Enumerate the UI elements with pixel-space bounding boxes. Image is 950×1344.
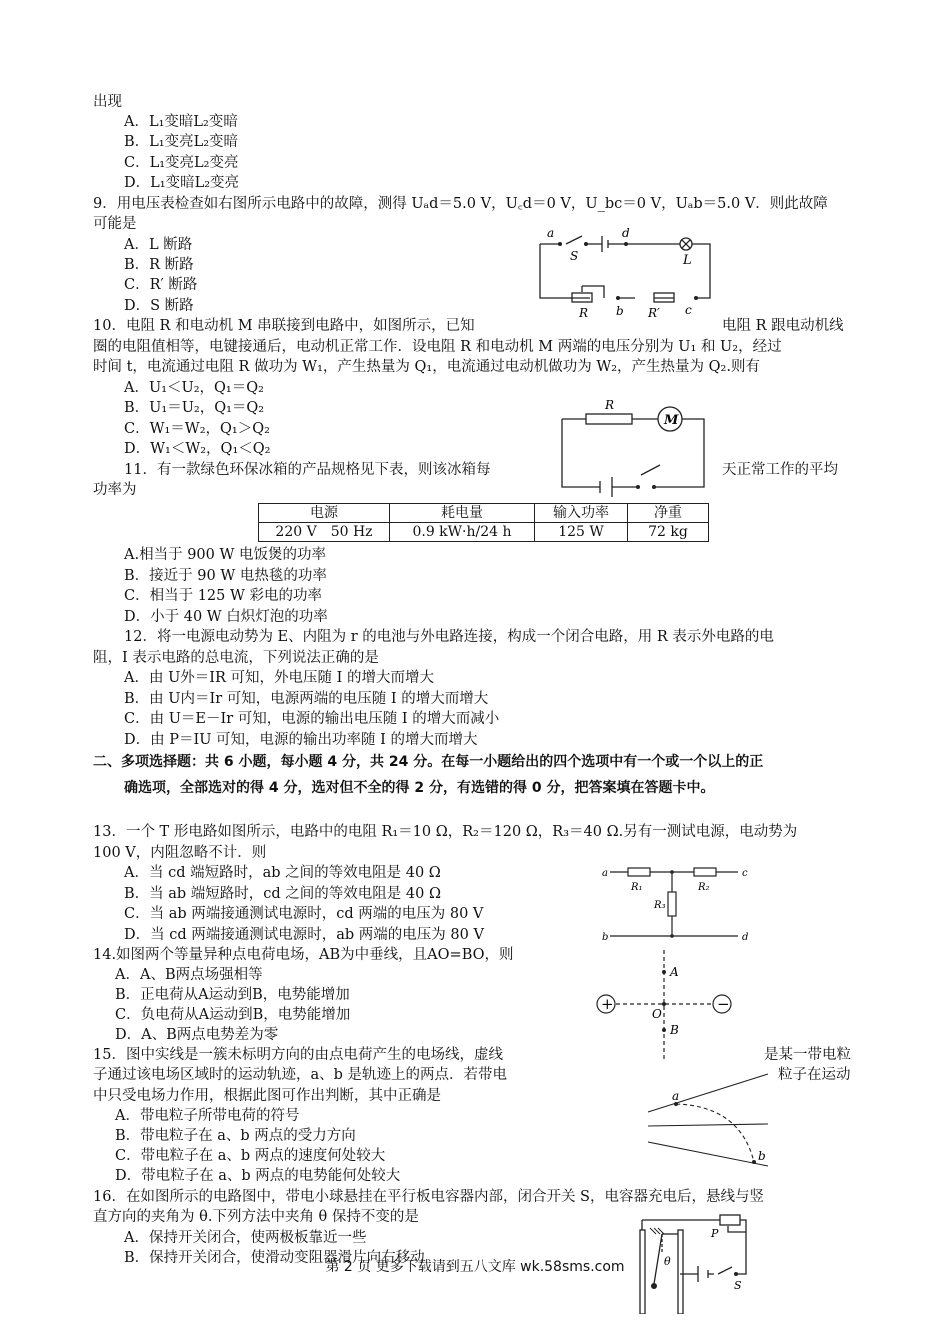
label-c: c <box>742 868 748 879</box>
text-line: 中只受电场力作用，根据此图可作出判断，其中正确是 <box>93 1088 441 1104</box>
text-line: 14.如图两个等量异种点电荷电场，AB为中垂线，且AO=BO，则 <box>93 947 514 963</box>
label-b: b <box>602 932 609 943</box>
label-R: R <box>605 398 615 412</box>
text-line: A．带电粒子所带电荷的符号 <box>115 1108 300 1124</box>
text-line: C．R′ 断路 <box>124 277 198 293</box>
text-line: 直方向的夹角为 θ.下列方法中夹角 θ 保持不变的是 <box>93 1209 419 1225</box>
table-header-row <box>259 504 709 523</box>
text-line: D．W₁＜W₂，Q₁＜Q₂ <box>124 441 271 457</box>
label-c: c <box>685 303 692 317</box>
label-a: a <box>602 868 608 879</box>
text-line: B．接近于 90 W 电热毯的功率 <box>124 568 327 584</box>
label-S: S <box>570 249 579 263</box>
text-line: A．由 U外＝IR 可知，外电压随 I 的增大而增大 <box>124 670 434 686</box>
text-line: B．保持开关闭合，使滑动变阻器滑片向右移动 <box>124 1250 425 1266</box>
text-line: 功率为 <box>93 482 137 498</box>
label-b: b <box>616 304 624 318</box>
table-header: 电源 <box>259 504 390 523</box>
text-line: 阻，I 表示电路的总电流，下列说法正确的是 <box>93 650 379 666</box>
text-line: 10．电阻 R 和电动机 M 串联接到电路中，如图所示，已知 <box>93 318 475 334</box>
text-line: D．A、B两点电势差为零 <box>115 1027 279 1043</box>
label-L: L <box>683 253 692 268</box>
table-cell: 220 V 50 Hz <box>259 523 390 542</box>
text-line: C．带电粒子在 a、b 两点的速度何处较大 <box>115 1148 386 1164</box>
label-A: A <box>670 965 679 979</box>
text-line: A.相当于 900 W 电饭煲的功率 <box>124 547 326 563</box>
table-header: 输入功率 <box>535 504 628 523</box>
text-line: C．负电荷从A运动到B，电势能增加 <box>115 1007 351 1023</box>
text-line: D．当 cd 两端接通测试电源时，ab 两端的电压为 80 V <box>124 927 484 943</box>
text-line: A．U₁＜U₂，Q₁＝Q₂ <box>124 380 264 396</box>
q13-t-circuit-diagram <box>598 860 758 944</box>
text-line: 可能是 <box>93 216 137 232</box>
text-line: B．由 U内＝Ir 可知，电源两端的电压随 I 的增大而增大 <box>124 691 489 707</box>
label-theta: θ <box>664 1255 671 1268</box>
table-cell: 125 W <box>535 523 628 542</box>
fridge-spec-table <box>258 503 709 542</box>
text-line: 9．用电压表检查如右图所示电路中的故障，测得 Uₐd＝5.0 V，U꜀d＝0 V，U_bc＝0 V，Uₐb＝5.0 V．则此故障 <box>93 196 828 212</box>
label-Rprime: R′ <box>648 306 660 320</box>
text-line: C．由 U＝E－Ir 可知，电源的输出电压随 I 的增大而减小 <box>124 711 500 727</box>
text-line: B．U₁＝U₂，Q₁＝Q₂ <box>124 400 265 416</box>
text-line: A．保持开关闭合，使两极板靠近一些 <box>124 1230 367 1246</box>
label-R3: R₃ <box>654 900 666 911</box>
text-line: D．小于 40 W 白炽灯泡的功率 <box>124 609 328 625</box>
table-cell: 72 kg <box>628 523 709 542</box>
q9-circuit-diagram <box>530 222 720 322</box>
label-R2: R₂ <box>698 882 710 893</box>
table-header: 耗电量 <box>390 504 535 523</box>
text-line: 电阻 R 跟电动机线 <box>722 318 844 334</box>
label-d: d <box>622 226 630 240</box>
text-line: C．W₁＝W₂，Q₁＞Q₂ <box>124 421 270 437</box>
text-line: C．相当于 125 W 彩电的功率 <box>124 588 323 604</box>
text-line: A．L₁变暗L₂变暗 <box>124 114 238 130</box>
label-S: S <box>734 1279 742 1292</box>
text-line: 天正常工作的平均 <box>722 462 838 478</box>
table-row <box>259 523 709 542</box>
text-line: C．L₁变亮L₂变亮 <box>124 155 239 171</box>
text-line: 时间 t，电流通过电阻 R 做功为 W₁，产生热量为 Q₁，电流通过电动机做功为 W₂，产生热量为 Q₂.则有 <box>93 359 760 375</box>
label-a: a <box>672 1089 680 1103</box>
negative-charge-icon: − <box>717 995 730 1013</box>
section-2-instructions: 确选项，全部选对的得 4 分，选对但不全的得 2 分，有选错的得 0 分，把答案填在答题卡中。 <box>124 780 715 796</box>
section-2-heading: 二、多项选择题：共 6 小题，每小题 4 分，共 24 分。在每一小题给出的四个选项中有一个或一个以上的正 <box>93 754 764 770</box>
label-b: b <box>758 1149 766 1163</box>
text-line: B．带电粒子在 a、b 两点的受力方向 <box>115 1128 356 1144</box>
q15-field-lines-diagram <box>640 1068 775 1173</box>
text-line: 16．在如图所示的电路图中，带电小球悬挂在平行板电容器内部，闭合开关 S，电容器充电后，悬线与竖 <box>93 1189 764 1205</box>
table-cell: 0.9 kW·h/24 h <box>390 523 535 542</box>
label-a: a <box>547 226 555 240</box>
motor-label: M <box>664 413 679 428</box>
text-line: 粒子在运动 <box>778 1067 851 1083</box>
q14-dipole-diagram <box>590 948 740 1063</box>
text-line: D．S 断路 <box>124 298 194 314</box>
text-line: B．R 断路 <box>124 257 194 273</box>
text-line: D．由 P＝IU 可知，电源的输出功率随 I 的增大而增大 <box>124 732 478 748</box>
text-line: 12．将一电源电动势为 E、内阻为 r 的电池与外电路连接，构成一个闭合电路，用 R 表示外电路的电 <box>124 629 774 645</box>
text-line: 100 V，内阻忽略不计．则 <box>93 845 267 861</box>
text-line: A．当 cd 端短路时，ab 之间的等效电阻是 40 Ω <box>124 865 441 881</box>
page-footer: 第 2 页 更多下载请到五八文库 wk.58sms.com <box>325 1259 625 1275</box>
text-line: D．L₁变暗L₂变亮 <box>124 175 240 191</box>
text-line: 是某一带电粒 <box>764 1047 851 1063</box>
text-line: A．A、B两点场强相等 <box>115 967 263 983</box>
q10-circuit-diagram <box>556 395 716 500</box>
table-header: 净重 <box>628 504 709 523</box>
text-line: D．带电粒子在 a、b 两点的电势能何处较大 <box>115 1168 401 1184</box>
text-line: A．L 断路 <box>124 237 193 253</box>
positive-charge-icon: + <box>601 995 614 1013</box>
text-line: 13．一个 T 形电路如图所示，电路中的电阻 R₁＝10 Ω，R₂＝120 Ω，R₃＝40 Ω.另有一测试电源，电动势为 <box>93 824 798 840</box>
label-O: O <box>652 1007 662 1021</box>
text-line: B．正电荷从A运动到B，电势能增加 <box>115 987 350 1003</box>
text-line: B．当 ab 端短路时，cd 之间的等效电阻是 40 Ω <box>124 886 442 902</box>
label-B: B <box>670 1023 679 1037</box>
text-line: 15．图中实线是一簇未标明方向的由点电荷产生的电场线，虚线 <box>93 1047 503 1063</box>
text-line: B．L₁变亮L₂变暗 <box>124 134 239 150</box>
text-line: 11．有一款绿色环保冰箱的产品规格见下表，则该冰箱每 <box>124 462 491 478</box>
label-R1: R₁ <box>631 882 643 893</box>
label-R: R <box>579 306 589 320</box>
text-line: 圈的电阻值相等，电键接通后，电动机正常工作．设电阻 R 和电动机 M 两端的电压分别为 U₁ 和 U₂，经过 <box>93 339 782 355</box>
label-P: P <box>711 1227 719 1240</box>
text-line: C．当 ab 两端接通测试电源时，cd 两端的电压为 80 V <box>124 906 484 922</box>
label-d: d <box>742 932 749 943</box>
text-line: 出现 <box>93 94 122 110</box>
text-line: 子通过该电场区域时的运动轨迹，a、b 是轨迹上的两点．若带电 <box>93 1067 508 1083</box>
